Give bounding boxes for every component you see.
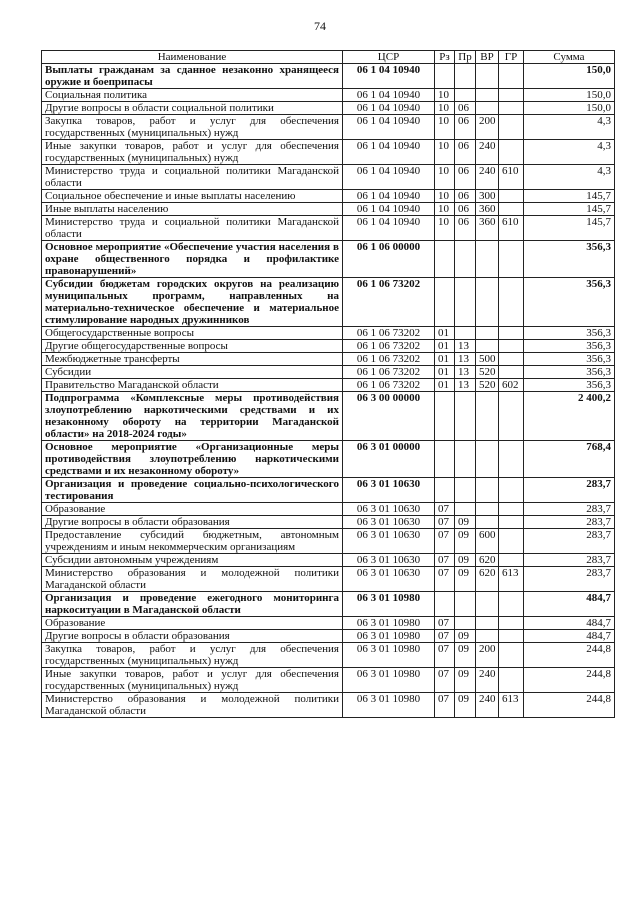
row-pr xyxy=(455,327,476,340)
table-row xyxy=(42,529,615,554)
row-name: Министерство труда и социальной политики Магаданской области xyxy=(42,165,343,190)
row-sum: 356,3 xyxy=(524,278,615,327)
row-csr: 06 1 04 10940 xyxy=(343,203,435,216)
row-name: Другие общегосударственные вопросы xyxy=(42,340,343,353)
budget-table xyxy=(41,50,615,718)
table-row xyxy=(42,441,615,478)
row-csr: 06 3 01 10980 xyxy=(343,693,435,718)
table-row xyxy=(42,102,615,115)
row-gr xyxy=(499,503,524,516)
row-pr xyxy=(455,617,476,630)
table-row xyxy=(42,340,615,353)
row-vr xyxy=(476,478,499,503)
row-vr: 240 xyxy=(476,693,499,718)
row-vr xyxy=(476,89,499,102)
row-pr: 09 xyxy=(455,554,476,567)
row-pr: 13 xyxy=(455,340,476,353)
row-name: Субсидии бюджетам городских округов на реализацию муниципальных программ, направленных на материально-техническое обеспечение и материальное стимулирование народных дружинников xyxy=(42,278,343,327)
row-csr: 06 1 04 10940 xyxy=(343,115,435,140)
table-row xyxy=(42,115,615,140)
row-name: Организация и проведение ежегодного мониторинга наркоситуации в Магаданской области xyxy=(42,592,343,617)
row-name: Выплаты гражданам за сданное незаконно хранящееся оружие и боеприпасы xyxy=(42,64,343,89)
row-gr xyxy=(499,668,524,693)
row-pr: 13 xyxy=(455,353,476,366)
row-gr xyxy=(499,190,524,203)
row-sum: 768,4 xyxy=(524,441,615,478)
row-name: Иные закупки товаров, работ и услуг для обеспечения государственных (муниципальных) нужд xyxy=(42,140,343,165)
row-rz: 07 xyxy=(435,668,455,693)
row-pr: 09 xyxy=(455,668,476,693)
table-row xyxy=(42,140,615,165)
row-pr xyxy=(455,241,476,278)
row-rz xyxy=(435,64,455,89)
row-csr: 06 3 01 10630 xyxy=(343,516,435,529)
row-sum: 4,3 xyxy=(524,115,615,140)
row-rz: 07 xyxy=(435,643,455,668)
row-gr xyxy=(499,353,524,366)
row-pr xyxy=(455,64,476,89)
row-rz: 10 xyxy=(435,203,455,216)
row-vr xyxy=(476,327,499,340)
row-sum: 283,7 xyxy=(524,554,615,567)
row-pr: 06 xyxy=(455,190,476,203)
row-sum: 4,3 xyxy=(524,140,615,165)
row-vr: 620 xyxy=(476,554,499,567)
row-csr: 06 3 01 10630 xyxy=(343,529,435,554)
row-sum: 145,7 xyxy=(524,203,615,216)
table-row xyxy=(42,516,615,529)
row-gr xyxy=(499,643,524,668)
row-vr xyxy=(476,503,499,516)
row-pr xyxy=(455,278,476,327)
header-vr: ВР xyxy=(476,51,499,64)
row-rz: 10 xyxy=(435,102,455,115)
row-pr xyxy=(455,89,476,102)
row-gr xyxy=(499,241,524,278)
row-sum: 283,7 xyxy=(524,478,615,503)
row-rz: 07 xyxy=(435,617,455,630)
row-csr: 06 3 01 10630 xyxy=(343,554,435,567)
row-vr: 200 xyxy=(476,643,499,668)
row-rz: 01 xyxy=(435,366,455,379)
row-rz: 10 xyxy=(435,165,455,190)
row-pr xyxy=(455,592,476,617)
row-sum: 356,3 xyxy=(524,353,615,366)
table-header-row xyxy=(42,51,615,64)
row-csr: 06 3 01 10630 xyxy=(343,567,435,592)
row-csr: 06 3 01 10980 xyxy=(343,617,435,630)
row-name: Правительство Магаданской области xyxy=(42,379,343,392)
row-vr: 500 xyxy=(476,353,499,366)
row-name: Закупка товаров, работ и услуг для обеспечения государственных (муниципальных) нужд xyxy=(42,115,343,140)
table-row xyxy=(42,668,615,693)
row-pr: 09 xyxy=(455,643,476,668)
table-row xyxy=(42,478,615,503)
row-name: Другие вопросы в области социальной политики xyxy=(42,102,343,115)
row-gr xyxy=(499,102,524,115)
row-sum: 484,7 xyxy=(524,617,615,630)
row-name: Министерство образования и молодежной политики Магаданской области xyxy=(42,567,343,592)
row-csr: 06 3 01 00000 xyxy=(343,441,435,478)
row-name: Иные закупки товаров, работ и услуг для обеспечения государственных (муниципальных) нужд xyxy=(42,668,343,693)
row-name: Основное мероприятие «Организационные меры противодействия злоупотреблению наркотическими средствами и их незаконному обороту» xyxy=(42,441,343,478)
row-name: Социальная политика xyxy=(42,89,343,102)
row-pr: 06 xyxy=(455,115,476,140)
row-gr: 613 xyxy=(499,567,524,592)
row-rz: 07 xyxy=(435,693,455,718)
header-sum: Сумма xyxy=(524,51,615,64)
row-pr: 13 xyxy=(455,366,476,379)
row-rz: 07 xyxy=(435,503,455,516)
row-name: Образование xyxy=(42,617,343,630)
row-rz xyxy=(435,441,455,478)
row-gr xyxy=(499,278,524,327)
row-csr: 06 1 06 73202 xyxy=(343,327,435,340)
row-gr: 613 xyxy=(499,693,524,718)
row-pr: 09 xyxy=(455,693,476,718)
table-row xyxy=(42,392,615,441)
row-rz: 10 xyxy=(435,115,455,140)
row-name: Субсидии автономным учреждениям xyxy=(42,554,343,567)
row-csr: 06 3 01 10630 xyxy=(343,503,435,516)
row-gr xyxy=(499,64,524,89)
row-sum: 145,7 xyxy=(524,190,615,203)
table-row xyxy=(42,503,615,516)
table-row xyxy=(42,203,615,216)
row-pr: 09 xyxy=(455,529,476,554)
row-pr: 06 xyxy=(455,102,476,115)
row-rz xyxy=(435,592,455,617)
row-name: Предоставление субсидий бюджетным, автономным учреждениям и иным некоммерческим организациям xyxy=(42,529,343,554)
table-row xyxy=(42,643,615,668)
row-name: Подпрограмма «Комплексные меры противодействия злоупотреблению наркотическими средствами и их незаконному обороту на территории Магаданской области» на 2018-2024 годы» xyxy=(42,392,343,441)
table-row xyxy=(42,216,615,241)
row-pr xyxy=(455,441,476,478)
row-name: Субсидии xyxy=(42,366,343,379)
row-name: Образование xyxy=(42,503,343,516)
header-csr: ЦСР xyxy=(343,51,435,64)
table-row xyxy=(42,366,615,379)
row-pr: 09 xyxy=(455,567,476,592)
row-vr xyxy=(476,278,499,327)
table-row xyxy=(42,630,615,643)
row-csr: 06 1 06 73202 xyxy=(343,353,435,366)
row-rz: 10 xyxy=(435,216,455,241)
row-name: Социальное обеспечение и иные выплаты населению xyxy=(42,190,343,203)
row-gr xyxy=(499,392,524,441)
header-pr: Пр xyxy=(455,51,476,64)
row-gr xyxy=(499,554,524,567)
row-vr xyxy=(476,340,499,353)
row-csr: 06 3 01 10980 xyxy=(343,668,435,693)
row-sum: 2 400,2 xyxy=(524,392,615,441)
row-rz: 10 xyxy=(435,89,455,102)
row-rz: 07 xyxy=(435,567,455,592)
row-name: Общегосударственные вопросы xyxy=(42,327,343,340)
row-gr xyxy=(499,366,524,379)
table-row xyxy=(42,554,615,567)
table-row xyxy=(42,327,615,340)
row-vr: 520 xyxy=(476,379,499,392)
row-vr xyxy=(476,441,499,478)
row-rz: 10 xyxy=(435,190,455,203)
row-csr: 06 3 01 10630 xyxy=(343,478,435,503)
table-row xyxy=(42,379,615,392)
row-gr: 602 xyxy=(499,379,524,392)
row-pr xyxy=(455,503,476,516)
row-pr xyxy=(455,478,476,503)
row-name: Другие вопросы в области образования xyxy=(42,630,343,643)
row-rz: 07 xyxy=(435,529,455,554)
row-vr xyxy=(476,516,499,529)
row-rz: 07 xyxy=(435,630,455,643)
row-sum: 244,8 xyxy=(524,693,615,718)
row-csr: 06 1 04 10940 xyxy=(343,89,435,102)
table-body xyxy=(42,64,615,718)
row-rz: 01 xyxy=(435,353,455,366)
row-csr: 06 1 06 73202 xyxy=(343,366,435,379)
row-csr: 06 1 06 73202 xyxy=(343,278,435,327)
row-csr: 06 3 00 00000 xyxy=(343,392,435,441)
row-gr xyxy=(499,478,524,503)
row-gr xyxy=(499,617,524,630)
row-vr: 520 xyxy=(476,366,499,379)
row-sum: 283,7 xyxy=(524,503,615,516)
row-csr: 06 1 04 10940 xyxy=(343,216,435,241)
row-rz: 01 xyxy=(435,379,455,392)
table-row xyxy=(42,693,615,718)
header-rz: Рз xyxy=(435,51,455,64)
row-vr: 240 xyxy=(476,140,499,165)
row-gr: 610 xyxy=(499,165,524,190)
row-name: Закупка товаров, работ и услуг для обеспечения государственных (муниципальных) нужд xyxy=(42,643,343,668)
row-sum: 145,7 xyxy=(524,216,615,241)
row-gr xyxy=(499,140,524,165)
row-gr xyxy=(499,441,524,478)
row-pr: 13 xyxy=(455,379,476,392)
table-row xyxy=(42,64,615,89)
row-csr: 06 3 01 10980 xyxy=(343,643,435,668)
row-name: Основное мероприятие «Обеспечение участия населения в охране общественного порядка и профилактике правонарушений» xyxy=(42,241,343,278)
header-name: Наименование xyxy=(42,51,343,64)
row-vr xyxy=(476,592,499,617)
row-sum: 283,7 xyxy=(524,567,615,592)
row-sum: 283,7 xyxy=(524,529,615,554)
row-csr: 06 1 04 10940 xyxy=(343,190,435,203)
row-rz xyxy=(435,478,455,503)
row-sum: 484,7 xyxy=(524,630,615,643)
row-sum: 356,3 xyxy=(524,366,615,379)
row-sum: 4,3 xyxy=(524,165,615,190)
row-pr: 09 xyxy=(455,516,476,529)
row-name: Иные выплаты населению xyxy=(42,203,343,216)
row-sum: 356,3 xyxy=(524,241,615,278)
row-csr: 06 1 04 10940 xyxy=(343,102,435,115)
row-vr xyxy=(476,64,499,89)
row-pr xyxy=(455,392,476,441)
row-vr: 240 xyxy=(476,668,499,693)
table-row xyxy=(42,617,615,630)
row-gr xyxy=(499,327,524,340)
row-vr: 620 xyxy=(476,567,499,592)
row-sum: 150,0 xyxy=(524,102,615,115)
row-pr: 06 xyxy=(455,216,476,241)
row-sum: 283,7 xyxy=(524,516,615,529)
row-name: Министерство труда и социальной политики Магаданской области xyxy=(42,216,343,241)
row-rz: 10 xyxy=(435,140,455,165)
table-row xyxy=(42,353,615,366)
row-vr xyxy=(476,617,499,630)
row-sum: 356,3 xyxy=(524,379,615,392)
table-row xyxy=(42,89,615,102)
row-sum: 356,3 xyxy=(524,340,615,353)
row-rz: 01 xyxy=(435,327,455,340)
row-csr: 06 1 06 00000 xyxy=(343,241,435,278)
row-gr xyxy=(499,516,524,529)
table-row xyxy=(42,165,615,190)
row-name: Межбюджетные трансферты xyxy=(42,353,343,366)
row-csr: 06 3 01 10980 xyxy=(343,630,435,643)
table-row xyxy=(42,190,615,203)
row-rz xyxy=(435,278,455,327)
row-gr xyxy=(499,592,524,617)
row-gr xyxy=(499,89,524,102)
row-gr xyxy=(499,529,524,554)
row-rz: 07 xyxy=(435,516,455,529)
row-sum: 356,3 xyxy=(524,327,615,340)
row-gr xyxy=(499,203,524,216)
row-pr: 06 xyxy=(455,165,476,190)
row-vr: 360 xyxy=(476,216,499,241)
row-gr: 610 xyxy=(499,216,524,241)
row-csr: 06 1 04 10940 xyxy=(343,64,435,89)
row-vr: 200 xyxy=(476,115,499,140)
row-sum: 150,0 xyxy=(524,64,615,89)
row-name: Другие вопросы в области образования xyxy=(42,516,343,529)
row-vr: 600 xyxy=(476,529,499,554)
row-vr xyxy=(476,630,499,643)
row-csr: 06 1 06 73202 xyxy=(343,340,435,353)
row-name: Министерство образования и молодежной политики Магаданской области xyxy=(42,693,343,718)
row-gr xyxy=(499,630,524,643)
table-row xyxy=(42,241,615,278)
row-vr: 240 xyxy=(476,165,499,190)
row-csr: 06 1 04 10940 xyxy=(343,140,435,165)
row-sum: 244,8 xyxy=(524,668,615,693)
row-csr: 06 1 04 10940 xyxy=(343,165,435,190)
row-vr xyxy=(476,102,499,115)
row-rz: 01 xyxy=(435,340,455,353)
table-row xyxy=(42,592,615,617)
header-gr: ГР xyxy=(499,51,524,64)
table-row xyxy=(42,567,615,592)
row-sum: 244,8 xyxy=(524,643,615,668)
row-pr: 06 xyxy=(455,203,476,216)
row-gr xyxy=(499,340,524,353)
row-csr: 06 3 01 10980 xyxy=(343,592,435,617)
row-pr: 09 xyxy=(455,630,476,643)
row-vr xyxy=(476,392,499,441)
row-gr xyxy=(499,115,524,140)
page-number: 74 xyxy=(314,19,326,33)
row-rz xyxy=(435,392,455,441)
table-row xyxy=(42,278,615,327)
row-rz xyxy=(435,241,455,278)
row-vr: 360 xyxy=(476,203,499,216)
row-rz: 07 xyxy=(435,554,455,567)
row-pr: 06 xyxy=(455,140,476,165)
row-sum: 484,7 xyxy=(524,592,615,617)
row-sum: 150,0 xyxy=(524,89,615,102)
row-csr: 06 1 06 73202 xyxy=(343,379,435,392)
row-name: Организация и проведение социально-психологического тестирования xyxy=(42,478,343,503)
row-vr: 300 xyxy=(476,190,499,203)
row-vr xyxy=(476,241,499,278)
